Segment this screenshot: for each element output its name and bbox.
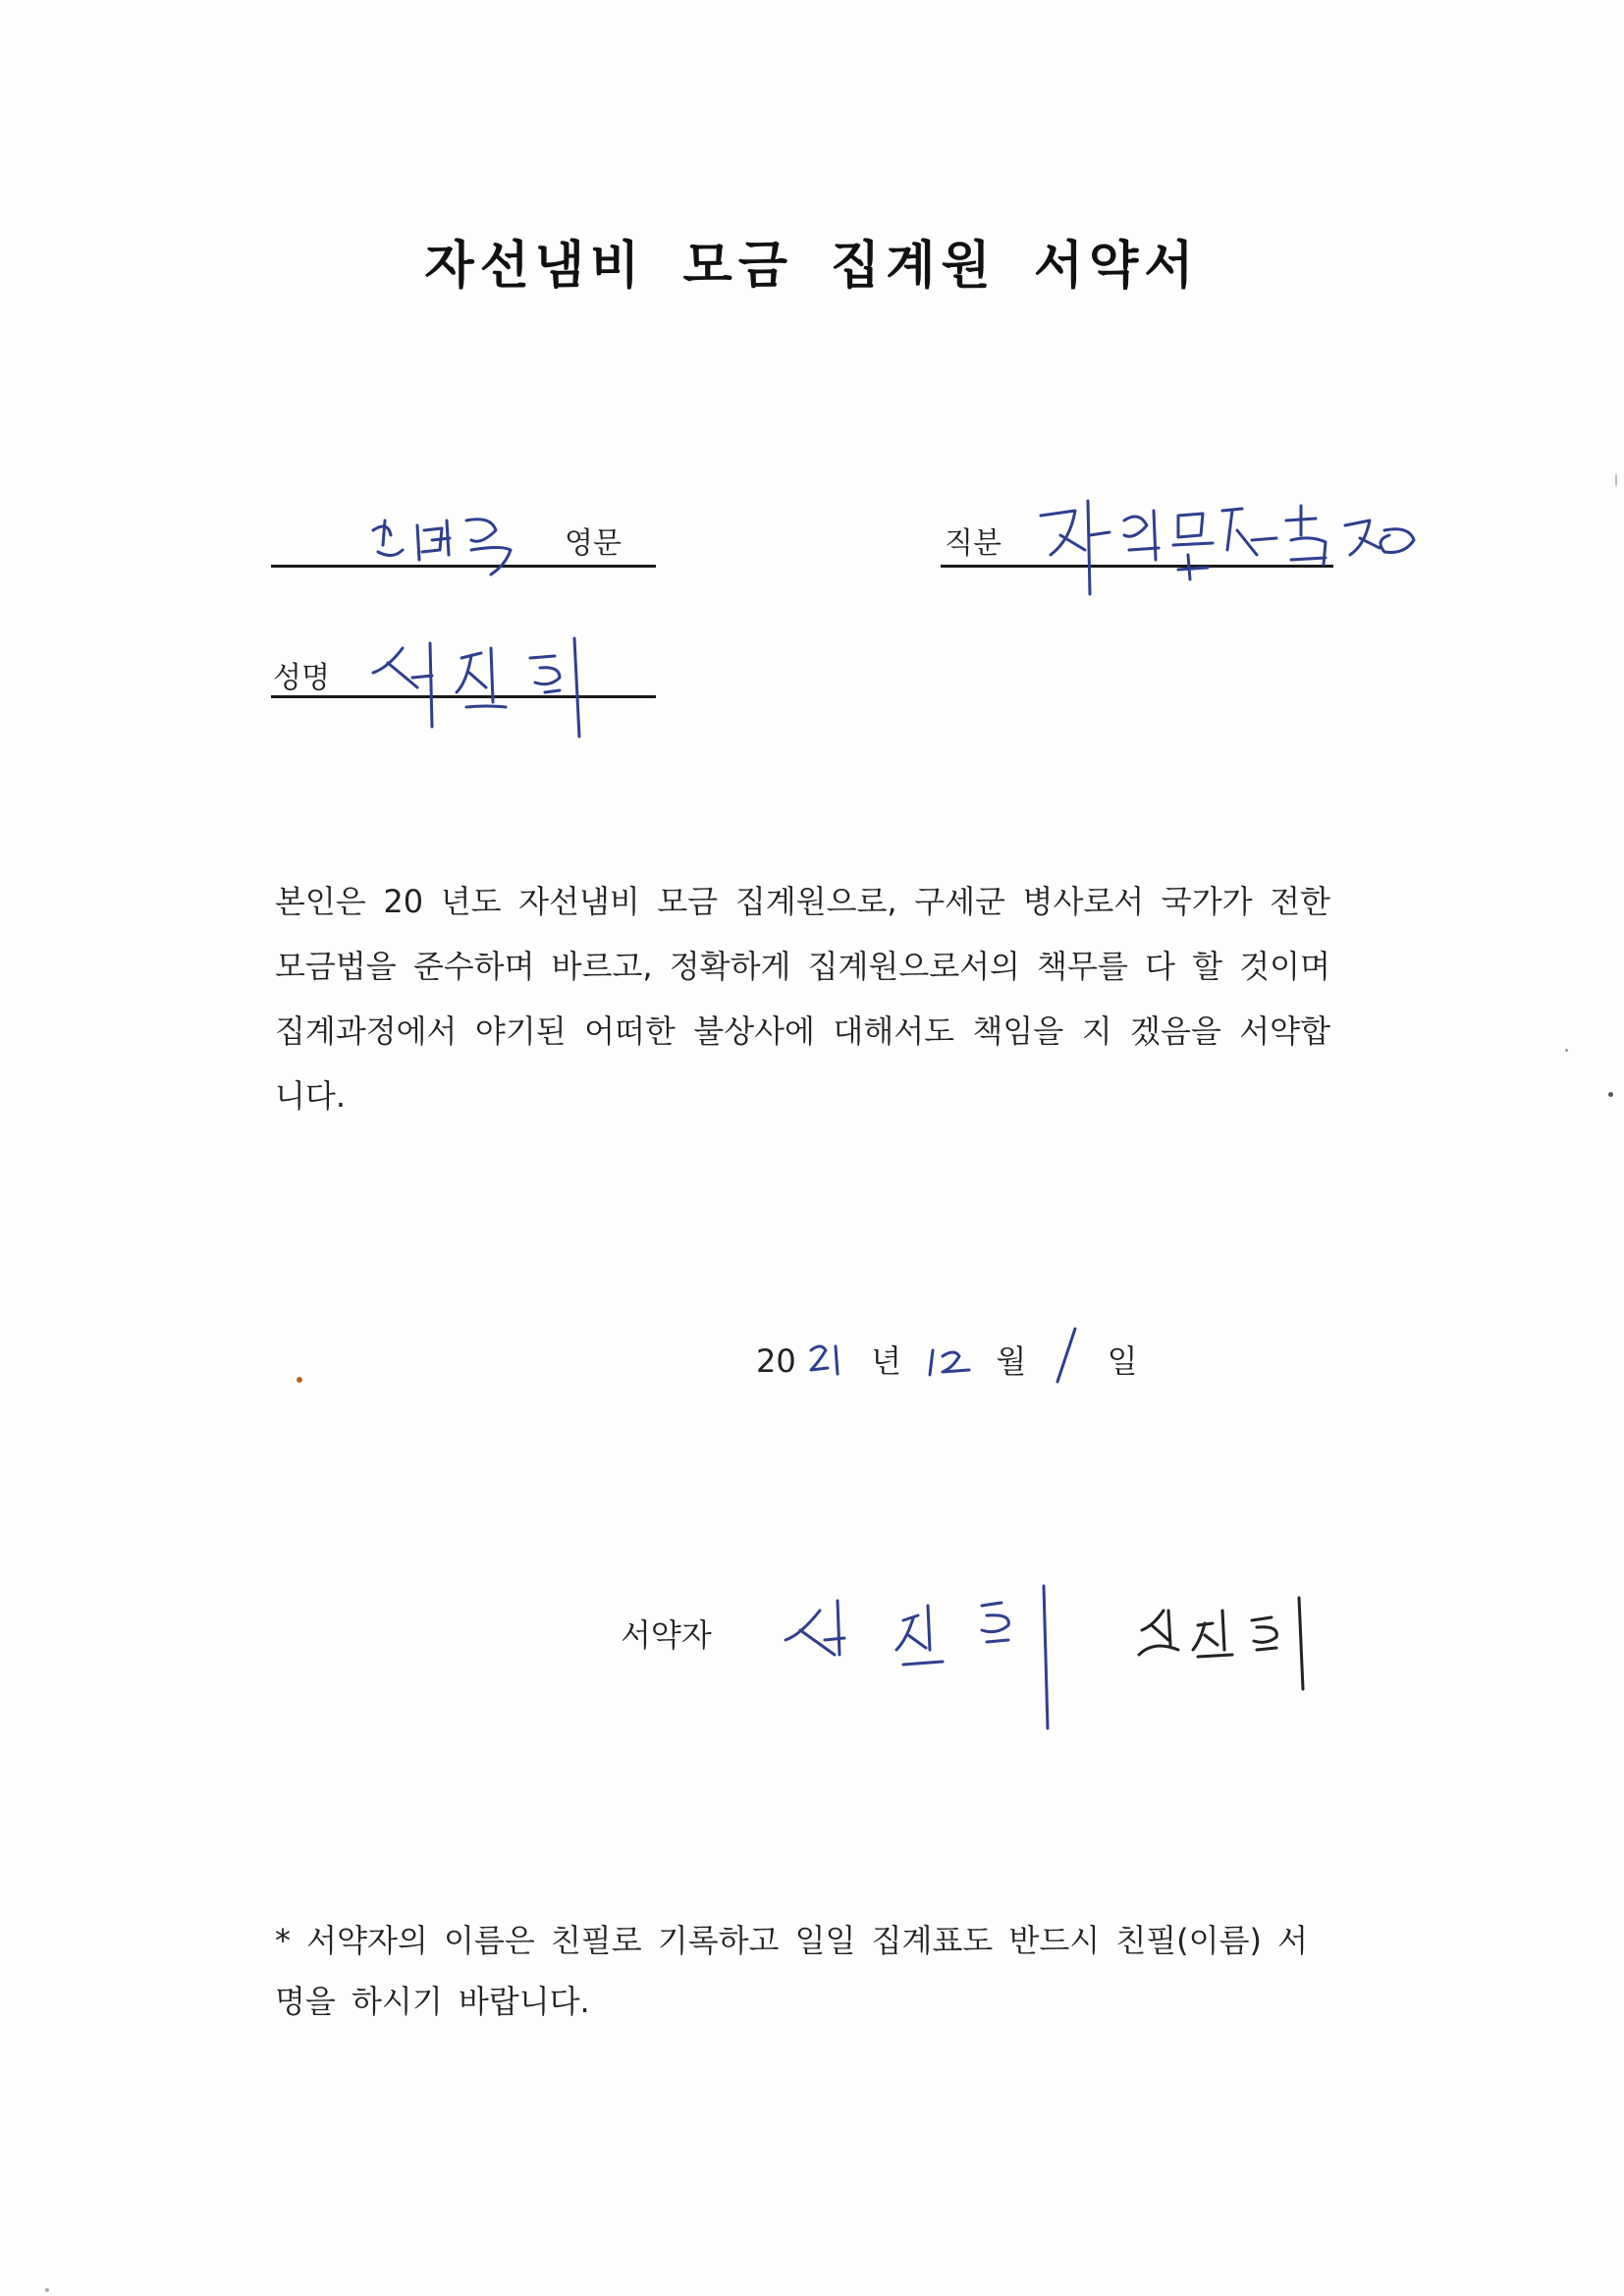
date-day-unit: 일 [1107,1342,1138,1380]
footnote: * 서약자의 이름은 친필로 기록하고 일일 집계표도 반드시 친필(이름) 서명을 하시기 바랍니다. [275,1922,1309,2020]
date-month-handwritten [925,1340,982,1380]
name-handwritten [363,629,609,737]
document-title: 자선냄비 모금 집계원 서약서 [424,237,1200,296]
date-month-unit: 월 [996,1342,1027,1380]
date-year-prefix: 20 [756,1342,796,1380]
position-handwritten [1031,481,1424,609]
scan-speck [1608,1092,1613,1097]
date-year-unit: 년 [871,1342,901,1380]
position-label: 직분 [945,526,1001,561]
pledge-text: 본인은 20 년도 자선냄비 모금 집계원으로, 구세군 병사로서 국가가 전한 모금법을 준수하며 바르고, 정확하게 집계원으로서의 책무를 다 할 것이며 집계과정에서 야기된 어떠한 불상사에 대해서도 책임을 지 겠음을 서약합니다. [275,883,1330,1115]
scan-speck [45,2288,49,2292]
scan-speck [1615,473,1617,487]
signer-name-handwritten [781,1581,1075,1728]
unit-handwritten [363,491,540,579]
name-label: 성명 [273,661,330,695]
date-day-handwritten [1050,1325,1083,1386]
signer-label: 서약자 [621,1616,712,1654]
unit-label: 영문 [565,526,622,561]
signer-signature [1134,1596,1316,1704]
date-line [756,1311,1138,1382]
date-year-handwritten [806,1339,851,1378]
scan-speck [297,1377,302,1383]
scan-speck [1565,1049,1568,1052]
